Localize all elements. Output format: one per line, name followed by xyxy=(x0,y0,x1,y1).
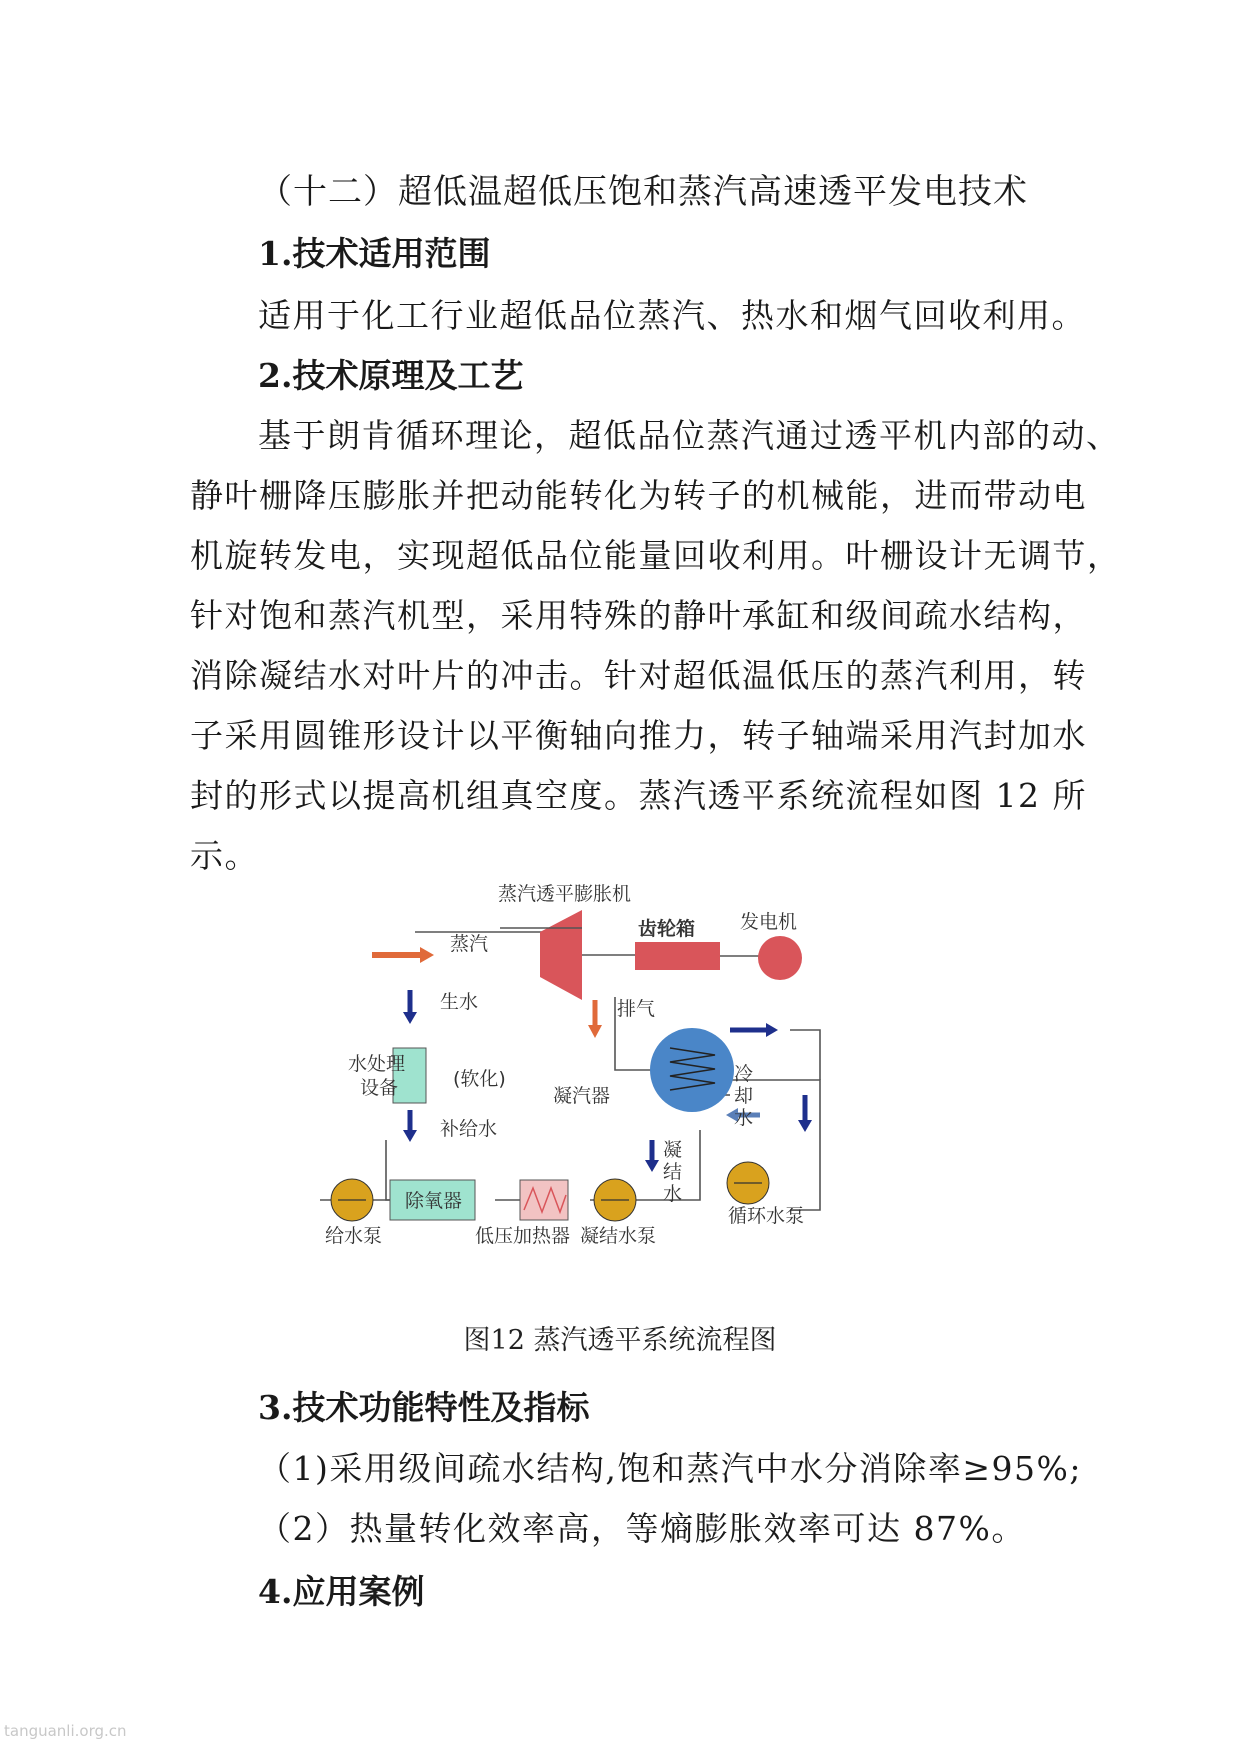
scope-text: 适用于化工行业超低品位蒸汽、热水和烟气回收利用。 xyxy=(258,296,1086,335)
principle-line-1: 基于朗肯循环理论，超低品位蒸汽通过透平机内部的动、 xyxy=(258,416,1121,455)
label-condenser: 凝汽器 xyxy=(553,1085,611,1107)
heading-scope: 1.技术适用范围 xyxy=(258,234,491,273)
condenser-icon xyxy=(650,1028,734,1112)
label-generator: 发电机 xyxy=(740,911,798,933)
heading-features: 3.技术功能特性及指标 xyxy=(258,1388,590,1427)
label-raw-water: 生水 xyxy=(440,991,479,1013)
feature-item-1: （1)采用级间疏水结构,饱和蒸汽中水分消除率≥95%; xyxy=(258,1449,1082,1488)
heading-principle: 2.技术原理及工艺 xyxy=(258,356,524,395)
principle-line-3: 机旋转发电，实现超低品位能量回收利用。叶栅设计无调节， xyxy=(190,536,1122,575)
label-turbine: 蒸汽透平膨胀机 xyxy=(498,883,632,905)
steam-turbine-flow-diagram xyxy=(320,880,930,1300)
label-condensate-pump: 凝结水泵 xyxy=(580,1225,657,1247)
principle-line-5: 消除凝结水对叶片的冲击。针对超低温低压的蒸汽利用，转 xyxy=(190,656,1087,695)
principle-line-6: 子采用圆锥形设计以平衡轴向推力，转子轴端采用汽封加水 xyxy=(190,716,1087,755)
section-title: （十二）超低温超低压饱和蒸汽高速透平发电技术 xyxy=(258,172,1028,212)
label-cooling-2: 却 xyxy=(734,1085,754,1107)
turbine-icon xyxy=(540,910,582,1000)
label-deaerator: 除氧器 xyxy=(405,1190,463,1212)
label-condensate-1: 凝 xyxy=(663,1139,683,1161)
steam-inlet-arrowhead xyxy=(420,947,434,963)
lp-heater-box xyxy=(520,1180,568,1220)
flow-diagram-svg xyxy=(320,880,930,1300)
watermark: tanguanli.org.cn xyxy=(4,1722,127,1740)
principle-line-7: 封的形式以提高机组真空度。蒸汽透平系统流程如图 12 所 xyxy=(190,776,1087,815)
label-circ-pump: 循环水泵 xyxy=(728,1205,805,1227)
feature-item-2: （2）热量转化效率高，等熵膨胀效率可达 87%。 xyxy=(258,1509,1026,1548)
figure-caption: 图12 蒸汽透平系统流程图 xyxy=(463,1325,777,1356)
label-makeup-water: 补给水 xyxy=(440,1118,498,1140)
label-softening: (软化) xyxy=(453,1068,506,1090)
label-water-treatment-1: 水处理 xyxy=(348,1053,406,1075)
label-cooling-1: 冷 xyxy=(734,1063,754,1085)
label-gearbox: 齿轮箱 xyxy=(638,918,696,940)
principle-line-4: 针对饱和蒸汽机型，采用特殊的静叶承缸和级间疏水结构， xyxy=(190,596,1087,635)
label-feed-pump: 给水泵 xyxy=(325,1225,383,1247)
heading-cases: 4.应用案例 xyxy=(258,1572,425,1611)
label-exhaust: 排气 xyxy=(617,998,656,1020)
label-cooling-3: 水 xyxy=(734,1107,754,1129)
label-condensate-3: 水 xyxy=(663,1183,683,1205)
gearbox-icon xyxy=(635,942,720,970)
label-lp-heater: 低压加热器 xyxy=(475,1225,571,1247)
label-water-treatment-2: 设备 xyxy=(360,1077,399,1099)
label-steam: 蒸汽 xyxy=(450,933,489,955)
label-condensate-2: 结 xyxy=(663,1161,683,1183)
generator-icon xyxy=(758,936,802,980)
principle-line-2: 静叶栅降压膨胀并把动能转化为转子的机械能，进而带动电 xyxy=(190,476,1087,515)
principle-line-8: 示。 xyxy=(190,836,259,875)
